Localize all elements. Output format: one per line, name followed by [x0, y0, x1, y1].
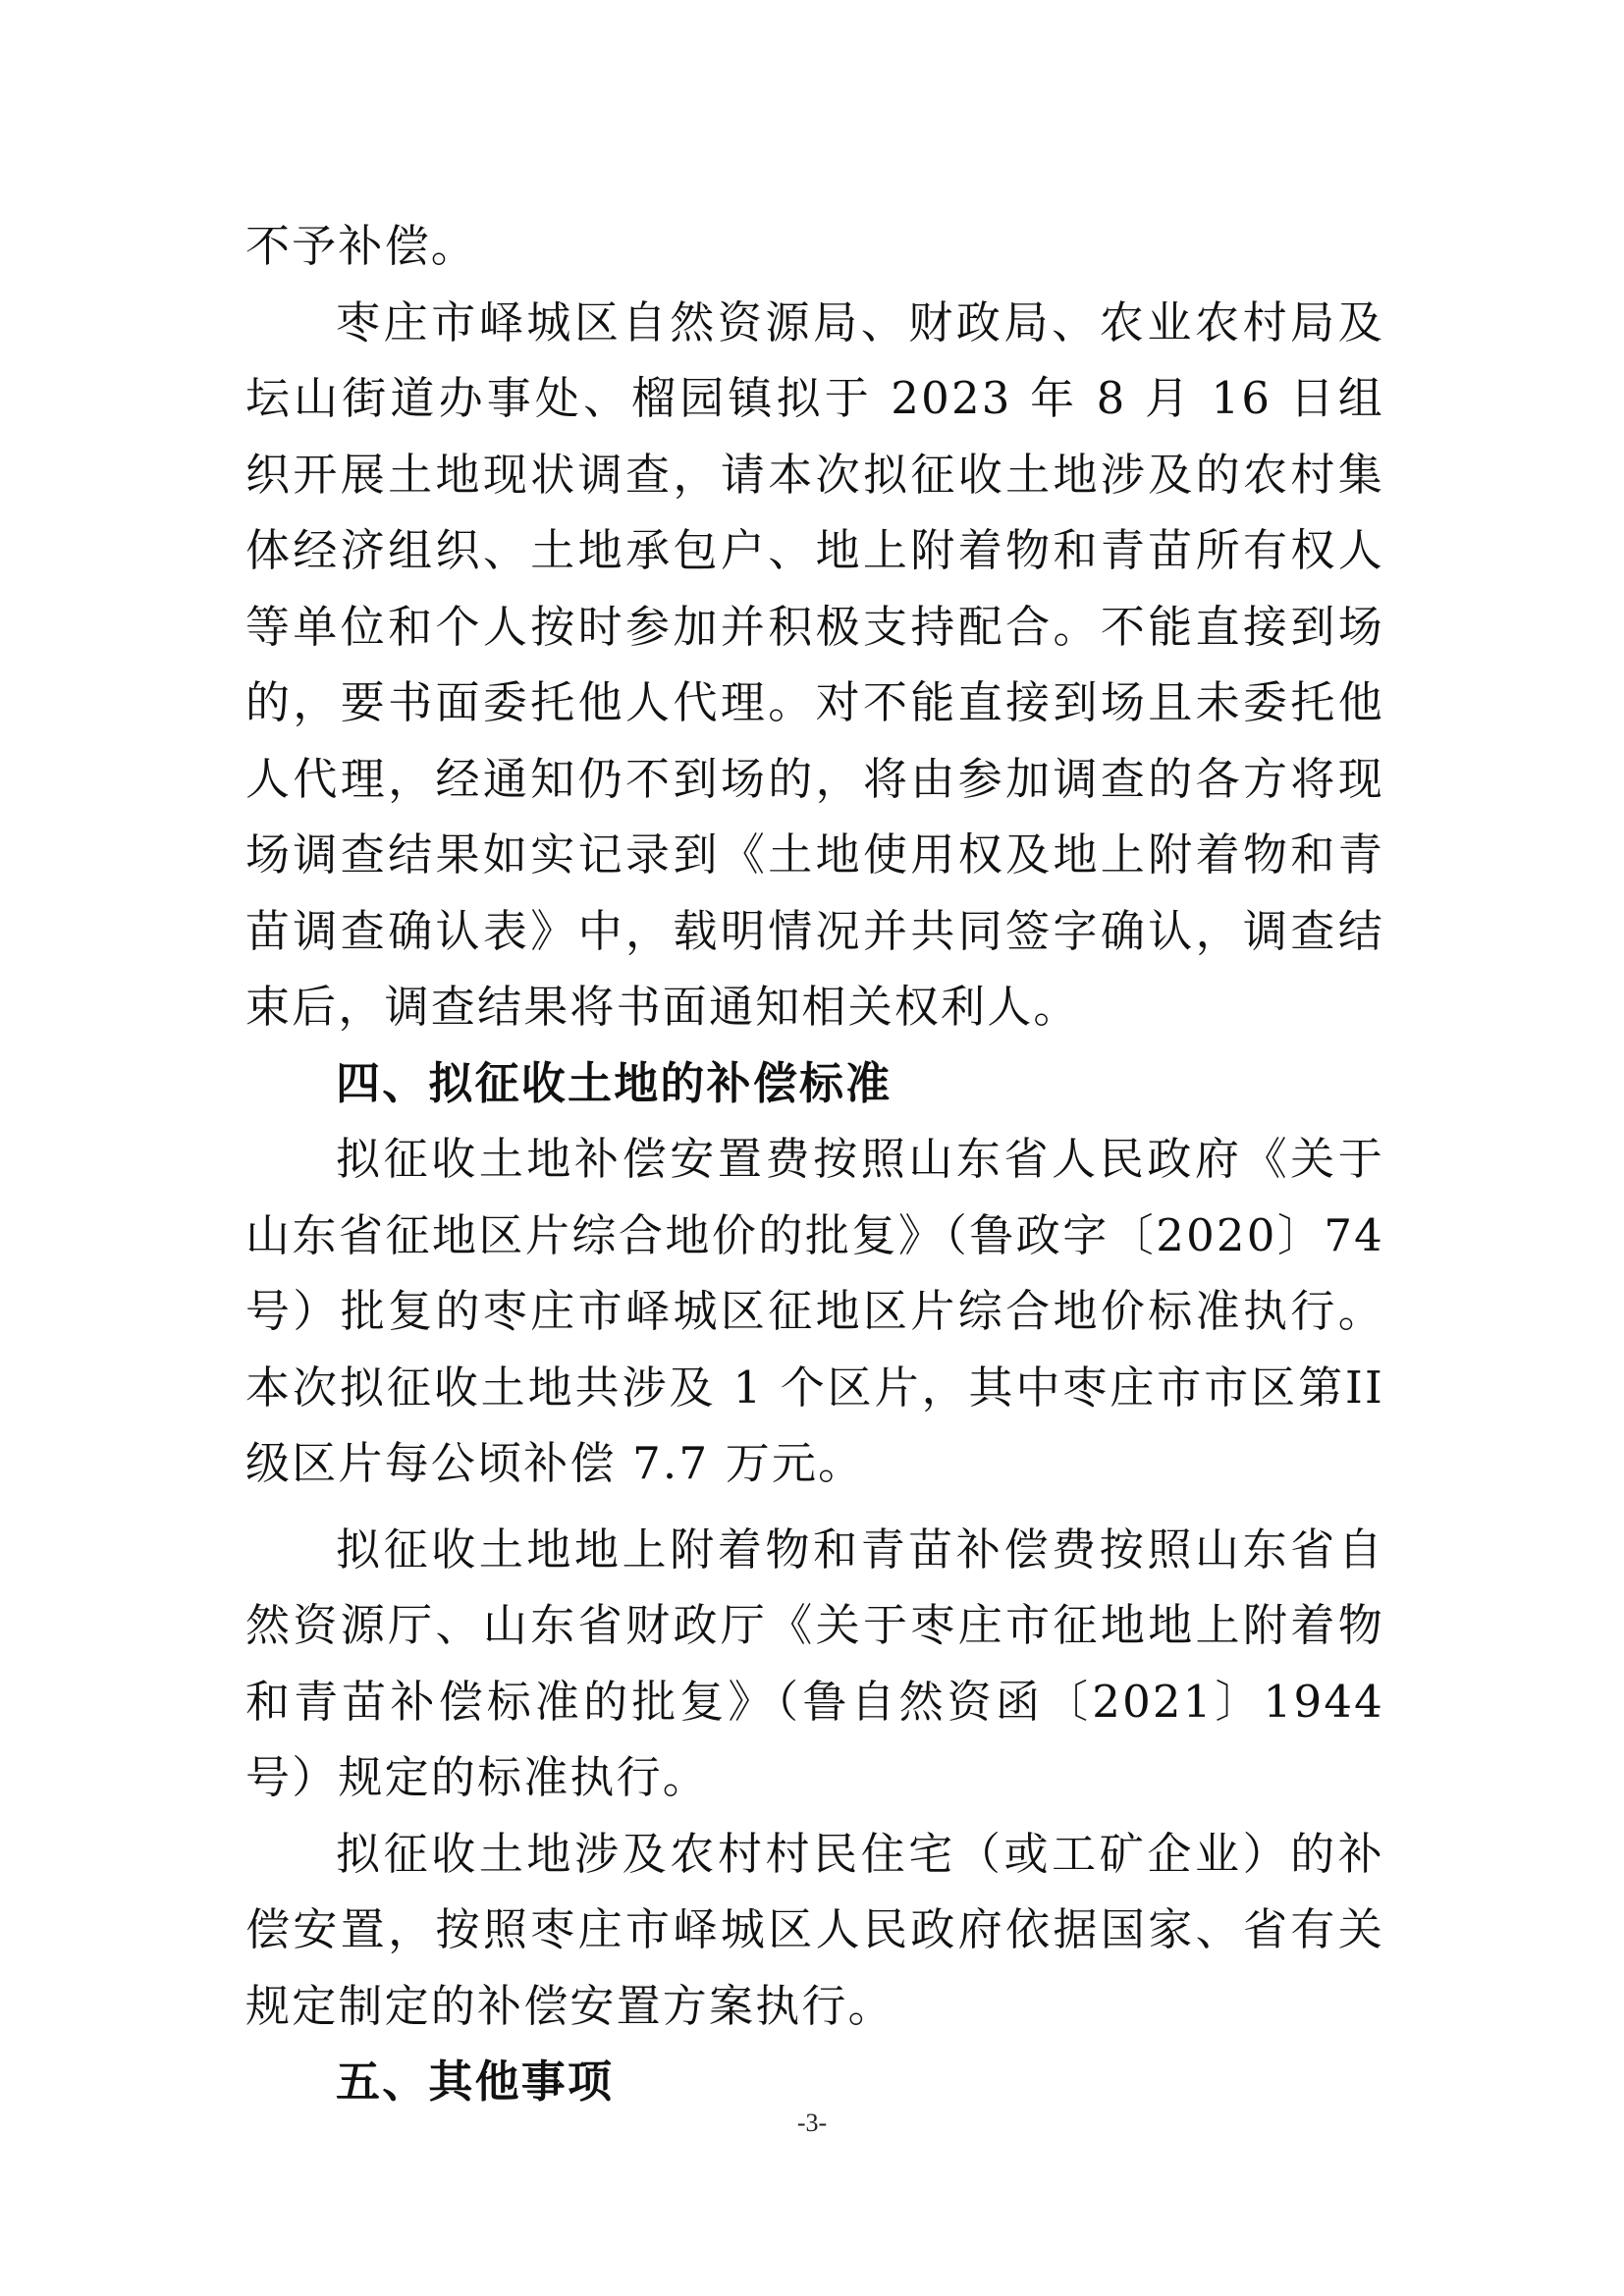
paragraph-continuation: 不予补偿。: [245, 220, 478, 272]
document-body: [245, 208, 1384, 2120]
paragraph-attachments-compensation: 拟征收土地地上附着物和青苗补偿费按照山东省自然资源厅、山东省财政厅《关于枣庄市征地地上附着物和青苗补偿标准的批复》（鲁自然资函〔2021〕1944 号）规定的标准执行。: [245, 1522, 1384, 1803]
section-heading-compensation-standard: 四、拟征收土地的补偿标准: [336, 1056, 893, 1109]
page-number: -3-: [796, 2109, 828, 2137]
paragraph-land-compensation: 拟征收土地补偿安置费按照山东省人民政府《关于山东省征地区片综合地价的批复》（鲁政字〔2020〕74 号）批复的枣庄市峄城区征地区片综合地价标准执行。本次拟征收土地共涉及 1 个区片，其中枣庄市市区第II级区片每公顷补偿 7.7 万元。: [245, 1133, 1384, 1489]
paragraph-housing-compensation: 拟征收土地涉及农村村民住宅（或工矿企业）的补偿安置，按照枣庄市峄城区人民政府依据国家、省有关规定制定的补偿安置方案执行。: [245, 1827, 1384, 2032]
section-heading-other-matters: 五、其他事项: [336, 2056, 615, 2108]
paragraph-survey-notice: 枣庄市峄城区自然资源局、财政局、农业农村局及坛山街道办事处、榴园镇拟于 2023 年 8 月 16 日组织开展土地现状调查，请本次拟征收土地涉及的农村集体经济组织、土地承包户、地上附着物和青苗所有权人等单位和个人按时参加并积极支持配合。不能直接到场的，要书面委托他人代理。对不能直接到场且未委托他人代理，经通知仍不到场的，将由参加调查的各方将现场调查结果如实记录到《土地使用权及地上附着物和青苗调查确认表》中，载明情况并共同签字确认，调查结束后，调查结果将书面通知相关权利人。: [245, 295, 1384, 1033]
